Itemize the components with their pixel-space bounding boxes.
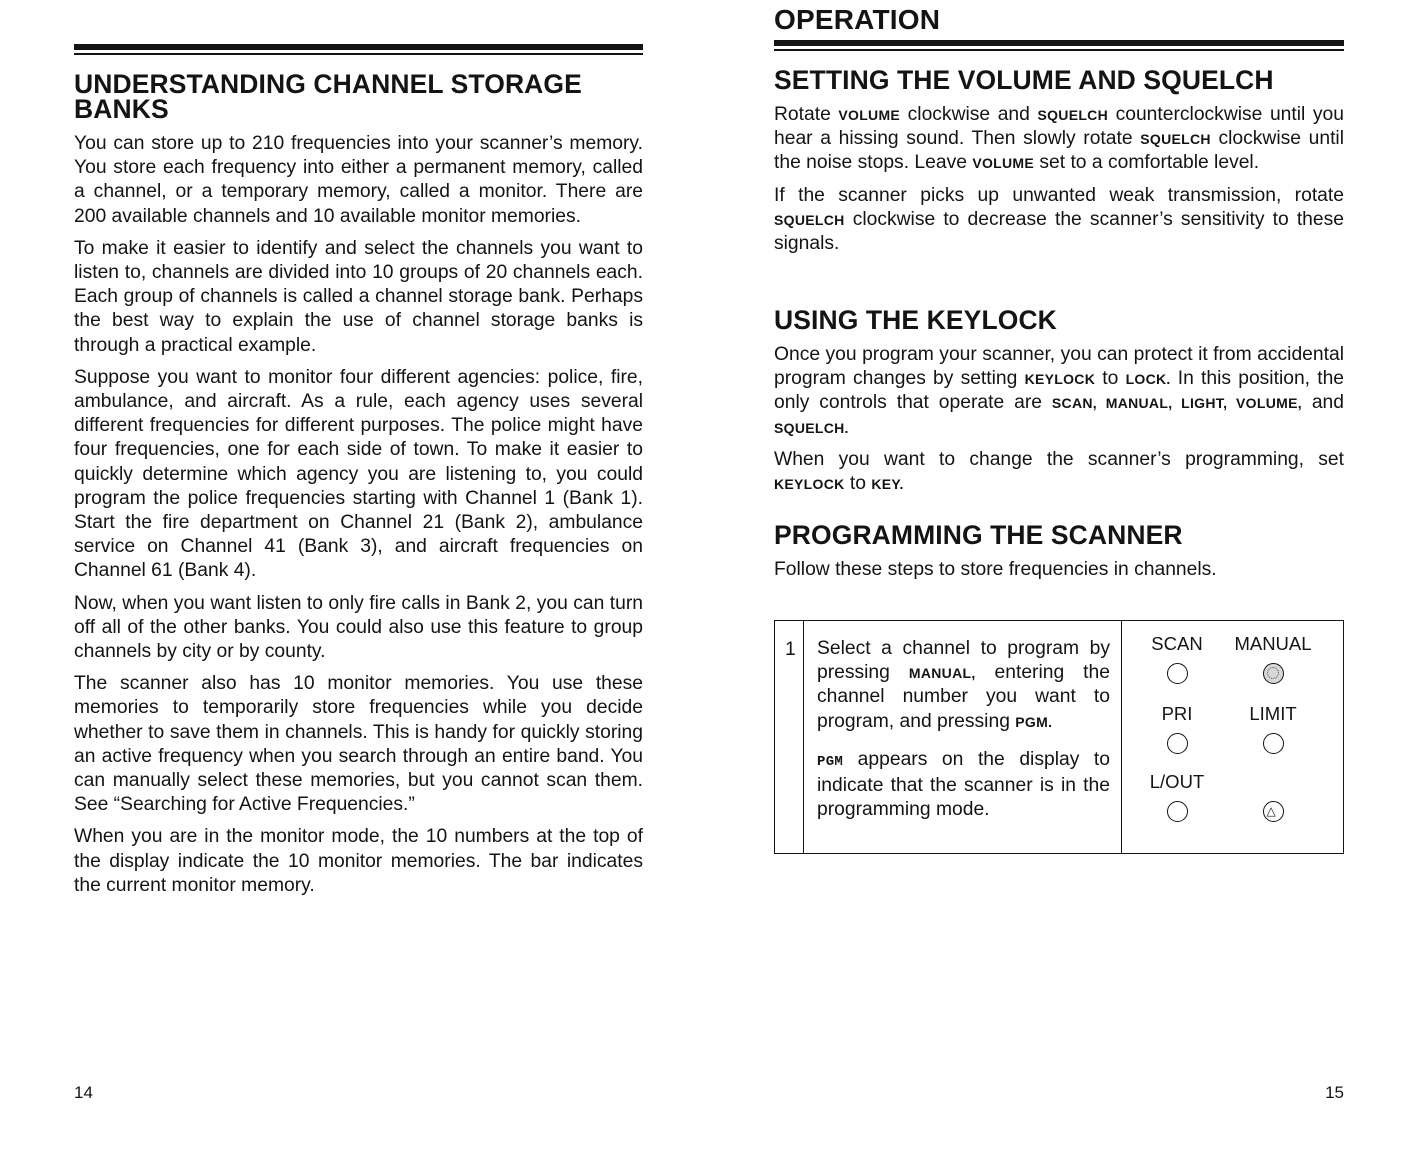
paragraph: When you are in the monitor mode, the 10 numbers at the top of the display indicate the 10 monitor memories. The bar indicates the current monitor memory. <box>74 826 643 896</box>
section-heading: USING THE KEYLOCK <box>774 305 1057 335</box>
key-label: LIMIT <box>1249 703 1297 724</box>
key-name: MANUAL, <box>908 665 976 682</box>
pressed-key-circle-icon <box>1263 663 1284 684</box>
keylock-key <box>1218 771 1328 822</box>
key-name: VOLUME <box>838 107 901 123</box>
key-name: SQUELCH <box>1140 131 1211 148</box>
paragraph: Once you program your scanner, you can protect it from accidental program changes by setting KEYLOCK to LOCK. In this position, the only controls that operate are SCAN, MANUAL, LIGHT, VOLUME, and SQUELCH. <box>774 344 1345 436</box>
step-number-column <box>775 621 804 853</box>
section-heading: PROGRAMMING THE SCANNER <box>774 520 1183 550</box>
manual-key <box>1218 633 1328 684</box>
paragraph: PGM appears on the display to indicate that the scanner is in the programming mode. <box>817 748 1110 821</box>
key-name: SQUELCH. <box>774 419 849 436</box>
display-indicator: PGM <box>817 753 844 770</box>
key-name: VOLUME <box>972 155 1035 172</box>
key-name: SQUELCH <box>774 211 845 228</box>
key-circle-icon <box>1167 801 1188 822</box>
key-name: KEYLOCK <box>774 476 845 493</box>
step-table <box>774 620 1344 854</box>
page-number: 14 <box>74 1083 93 1102</box>
key-label: SCAN <box>1151 633 1203 654</box>
key-name: KEY. <box>871 476 904 493</box>
key-circle-icon <box>1167 733 1188 754</box>
section-heading: UNDERSTANDING CHANNEL STORAGE BANKS <box>74 69 582 124</box>
lout-key <box>1122 771 1232 822</box>
triangle-key-icon <box>1263 801 1284 822</box>
header-rule-thick <box>774 40 1344 46</box>
key-name: LOCK. <box>1125 371 1171 388</box>
paragraph: Suppose you want to monitor four different agencies: police, fire, ambulance, and aircraft. As a rule, each agency uses several different frequencies for different purposes. The police might have four frequencies, one for each side of town. To make it easier to quickly determine which agency you are listening to, you could program the police frequencies starting with Channel 1 (Bank 1). Start the fire department on Channel 21 (Bank 2), ambulance service on Channel 41 (Bank 3), and aircraft frequencies on Channel 61 (Bank 4). <box>74 366 643 582</box>
step-number: 1 <box>785 639 796 660</box>
section-label: OPERATION <box>774 4 941 35</box>
key-name: KEYLOCK <box>1024 371 1096 388</box>
pri-key <box>1122 703 1232 754</box>
page-number: 15 <box>1325 1083 1344 1102</box>
keypad-diagram <box>1121 621 1343 853</box>
triangle-icon: △ <box>1266 804 1276 818</box>
paragraph: To make it easier to identify and select the channels you want to listen to, channels are divided into 10 groups of 20 channels each. Each group of channels is called a channel storage bank. Perhaps the best way to explain the use of channel storage banks is through a practical example. <box>74 237 643 356</box>
paragraph: Now, when you want listen to only fire calls in Bank 2, you can turn off all of the other banks. You could also use this feature to group channels by city or by county. <box>74 592 643 663</box>
step-instructions <box>817 637 1110 836</box>
header-rule-thin <box>74 53 643 55</box>
paragraph: Follow these steps to store frequencies in channels. <box>774 559 1217 580</box>
section-heading: SETTING THE VOLUME AND SQUELCH <box>774 65 1274 95</box>
key-circle-icon <box>1263 733 1284 754</box>
volume-squelch-section <box>774 65 1345 264</box>
key-label: MANUAL <box>1234 633 1312 654</box>
channel-storage-section <box>74 69 643 906</box>
paragraph: You can store up to 210 frequencies into your scanner’s memory. You store each frequency into either a permanent memory, called a channel, or a temporary memory, called a monitor. There are 200 available channels and 10 available monitor memories. <box>74 133 643 227</box>
paragraph: Select a channel to program by pressing MANUAL, entering the channel number you want to program, and pressing PGM. <box>817 638 1110 732</box>
paragraph: Rotate VOLUME clockwise and SQUELCH counterclockwise until you hear a hissing sound. Then slowly rotate SQUELCH clockwise until the noise stops. Leave VOLUME set to a comfortable level. <box>774 104 1345 174</box>
header-rule-thick <box>74 44 643 50</box>
programming-section <box>774 520 1344 590</box>
scan-key <box>1122 633 1232 684</box>
key-label: PRI <box>1161 703 1193 724</box>
limit-key <box>1218 703 1328 754</box>
keylock-section <box>774 305 1345 504</box>
key-label: L/OUT <box>1149 771 1205 792</box>
paragraph: If the scanner picks up unwanted weak transmission, rotate SQUELCH clockwise to decrease the scanner’s sensitivity to these signals. <box>774 184 1344 255</box>
key-name: SCAN, MANUAL, LIGHT, VOLUME, <box>1051 395 1302 412</box>
key-circle-icon <box>1167 663 1188 684</box>
paragraph: The scanner also has 10 monitor memories. You use these memories to temporarily store frequencies while you decide whether to save them in channels. This is handy for quickly storing an active frequency when you search through an entire band. You can manually select these memories, but you cannot scan them. See “Searching for Active Frequencies.” <box>74 673 643 816</box>
header-rule-thin <box>774 49 1344 51</box>
key-name: SQUELCH <box>1037 107 1109 123</box>
key-name: PGM. <box>1015 713 1053 730</box>
paragraph: When you want to change the scanner’s programming, set KEYLOCK to KEY. <box>774 448 1344 495</box>
